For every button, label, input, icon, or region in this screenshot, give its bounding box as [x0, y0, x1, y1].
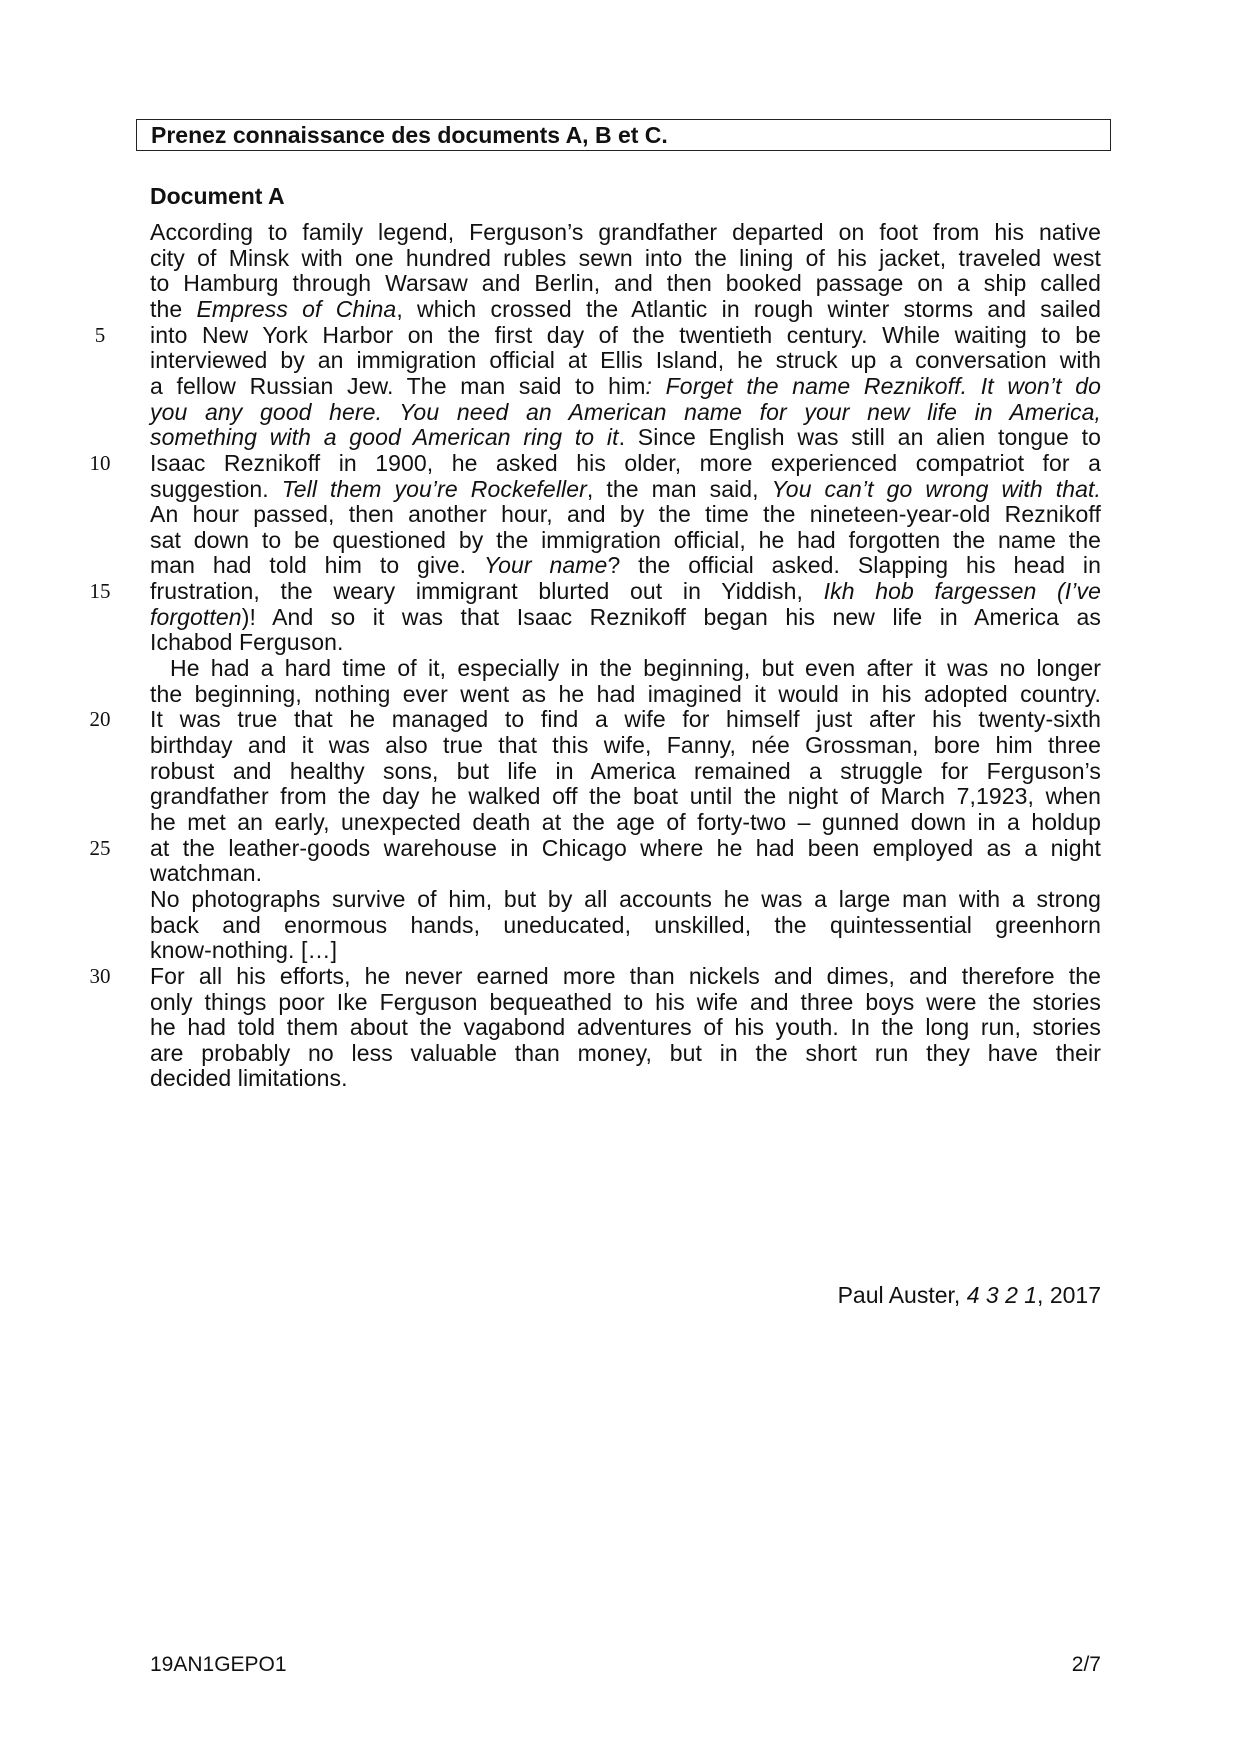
text-line [150, 218, 1101, 247]
text-segment: Ichabod Ferguson. [150, 629, 344, 656]
page-number: 2/7 [1071, 1653, 1101, 1676]
text-line [150, 295, 1101, 324]
text-line [150, 834, 1101, 863]
italic-text: Ikh hob fargessen (I’ve [823, 578, 1101, 605]
text-segment: An hour passed, then another hour, and by the time the nineteen-year-old Reznikoff [150, 501, 1101, 528]
line-number: 15 [89, 579, 111, 604]
text-segment: are probably no less valuable than money, but in the short run they have their [150, 1039, 1101, 1066]
instruction-text: Prenez connaissance des documents A, B et C. [151, 122, 668, 148]
text-segment: he had told them about the vagabond adventures of his youth. In the long run, stories [150, 1014, 1101, 1041]
text-line [150, 988, 1101, 1017]
line-number: 30 [89, 963, 111, 988]
text-segment: man had told him to give. [150, 552, 484, 579]
attribution [838, 1281, 1101, 1309]
text-segment: into New York Harbor on the first day of the twentieth century. While waiting to be [150, 321, 1101, 348]
text-line [150, 782, 1101, 811]
text-segment: ? the official asked. Slapping his head in [607, 552, 1102, 579]
text-segment: grandfather from the day he walked off the boat until the night of March 7,1923, when [150, 783, 1101, 810]
text-segment: only things poor Ike Ferguson bequeathed to his wife and three boys were the stories [150, 988, 1101, 1015]
line-number: 5 [94, 322, 106, 347]
text-segment: sat down to be questioned by the immigration official, he had forgotten the name the [150, 526, 1101, 553]
italic-text: You can’t go wrong with that. [771, 475, 1101, 502]
text-segment: know-nothing. […] [150, 937, 338, 964]
text-segment: Isaac Reznikoff in 1900, he asked his older, more experienced compatriot for a [150, 449, 1101, 476]
text-line [150, 731, 1101, 760]
text-segment: No photographs survive of him, but by all accounts he was a large man with a strong [150, 885, 1101, 912]
text-segment: back and enormous hands, uneducated, unskilled, the quintessential greenhorn [150, 911, 1101, 938]
text-segment: a fellow Russian Jew. The man said to him [150, 372, 646, 399]
text-line [150, 705, 1101, 734]
text-line [150, 269, 1101, 298]
italic-text: Empress of China [196, 295, 397, 322]
text-segment: robust and healthy sons, but life in America remained a struggle for Ferguson’s [150, 757, 1101, 784]
text-line [150, 680, 1101, 709]
text-segment: the beginning, nothing ever went as he had imagined it would in his adopted country. [150, 680, 1101, 707]
text-line [150, 654, 1101, 683]
italic-text: Your name [483, 552, 608, 579]
line-number: 10 [89, 450, 111, 475]
text-line [150, 757, 1101, 786]
text-segment: at the leather-goods warehouse in Chicago where he had been employed as a night [150, 834, 1101, 861]
text-line [150, 962, 1101, 991]
text-segment: he met an early, unexpected death at the age of forty-two – gunned down in a holdup [150, 808, 1101, 835]
document-title: Document A [150, 183, 285, 209]
text-line [150, 1064, 1101, 1093]
text-line [150, 423, 1101, 452]
italic-text: forgotten [150, 603, 242, 630]
text-line [150, 859, 1101, 888]
text-line [150, 808, 1101, 837]
text-segment: For all his efforts, he never earned more than nickels and dimes, and therefore the [150, 962, 1101, 989]
text-line [150, 603, 1101, 632]
text-line [150, 475, 1101, 504]
text-segment: the [150, 295, 197, 322]
footer-code: 19AN1GEPO1 [150, 1653, 287, 1676]
text-segment: interviewed by an immigration official at Ellis Island, he struck up a conversation with [150, 347, 1101, 374]
text-segment: According to family legend, Ferguson’s grandfather departed on foot from his native [150, 219, 1101, 245]
text-segment: city of Minsk with one hundred rubles sewn into the lining of his jacket, traveled west [150, 244, 1101, 271]
text-line [150, 449, 1101, 478]
text-line [150, 911, 1101, 940]
text-line [150, 244, 1101, 273]
text-line [150, 321, 1101, 350]
text-line [150, 500, 1101, 529]
text-line [150, 346, 1101, 375]
text-segment: , which crossed the Atlantic in rough winter storms and sailed [396, 295, 1101, 322]
text-segment: It was true that he managed to find a wife for himself just after his twenty-sixth [150, 706, 1101, 733]
text-line [150, 551, 1101, 580]
attribution-work: 4 3 2 1 [966, 1282, 1038, 1308]
text-line [150, 372, 1101, 401]
text-segment: to Hamburg through Warsaw and Berlin, and then booked passage on a ship called [150, 270, 1101, 297]
text-segment: He had a hard time of it, especially in the beginning, but even after it was no longer [170, 655, 1101, 682]
instruction-box [136, 119, 1111, 151]
text-line [150, 398, 1101, 427]
text-segment: , the man said, [586, 475, 772, 502]
text-line [150, 885, 1101, 914]
text-segment: watchman. [150, 860, 263, 887]
text-segment: decided limitations. [150, 1065, 348, 1092]
attribution-author: Paul Auster, [837, 1282, 967, 1308]
text-line [150, 577, 1101, 606]
italic-text: Tell them you’re Rockefeller [281, 475, 587, 502]
text-line [150, 526, 1101, 555]
text-segment: suggestion. [150, 475, 282, 502]
italic-text: you any good here. You need an American name for your new life in America, [150, 398, 1101, 425]
italic-text: something with a good American ring to it [150, 424, 619, 451]
text-segment: )! And so it was that Isaac Reznikoff began his new life in America as [241, 603, 1101, 630]
text-line [150, 1013, 1101, 1042]
line-number: 25 [89, 835, 111, 860]
text-line [150, 936, 1101, 965]
text-line [150, 1039, 1101, 1068]
text-segment: . Since English was still an alien tongue to [618, 424, 1101, 451]
text-line [150, 628, 1101, 657]
text-segment: frustration, the weary immigrant blurted out in Yiddish, [150, 578, 824, 605]
attribution-year: , 2017 [1037, 1282, 1101, 1308]
italic-text: : Forget the name Reznikoff. It won’t do [645, 372, 1102, 399]
text-segment: birthday and it was also true that this wife, Fanny, née Grossman, bore him three [150, 732, 1101, 758]
line-number: 20 [89, 707, 111, 732]
